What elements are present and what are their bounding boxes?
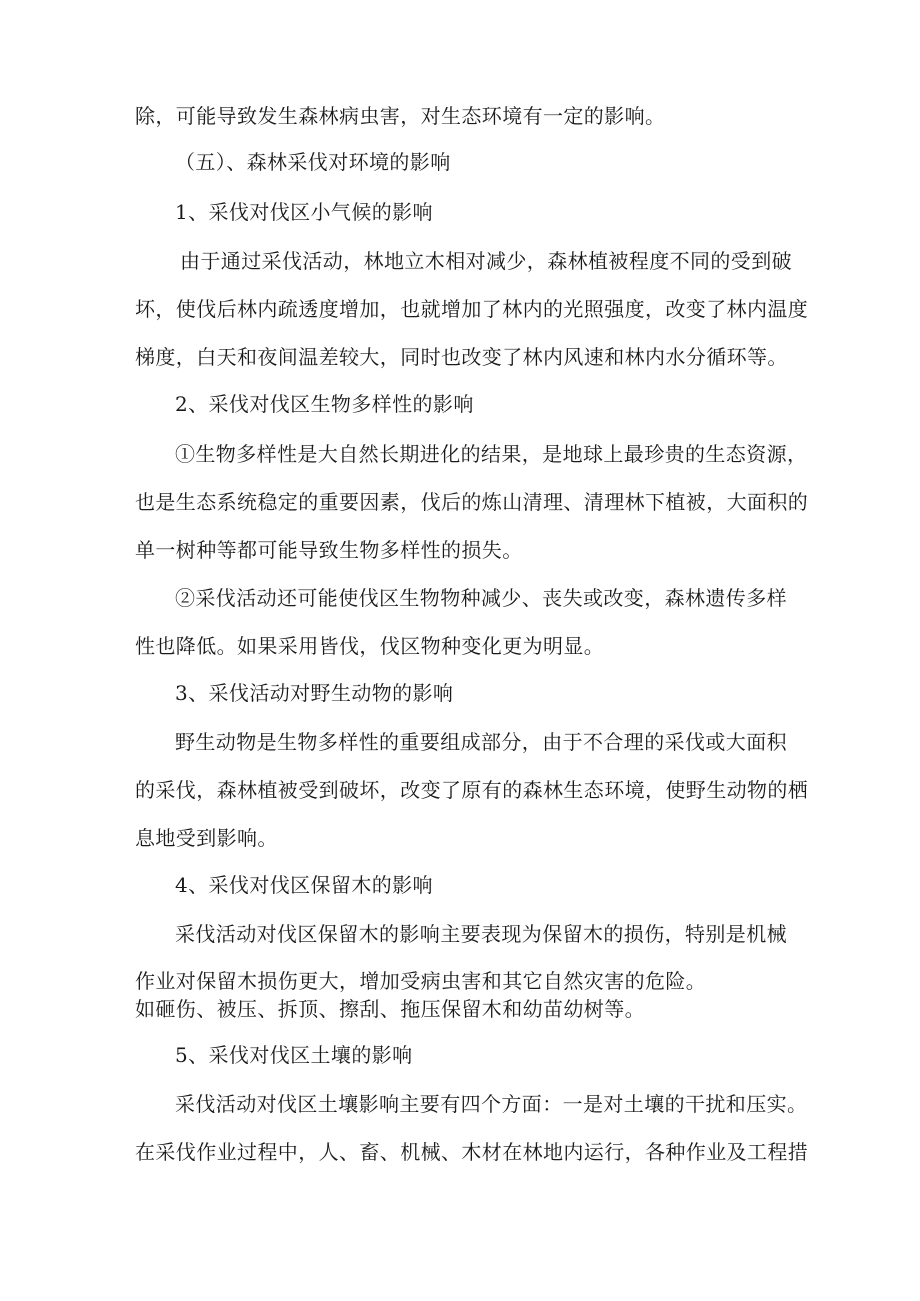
text-line: 坏，使伐后林内疏透度增加，也就增加了林内的光照强度，改变了林内温度 — [135, 297, 809, 321]
text-line: 作业对保留木损伤更大，增加受病虫害和其它自然灾害的危险。 — [135, 969, 707, 993]
subsection-heading: 3、采伐活动对野生动物的影响 — [175, 681, 454, 705]
text-line: 单一树种等都可能导致生物多样性的损失。 — [135, 538, 523, 562]
subsection-heading: 5、采伐对伐区土壤的影响 — [175, 1043, 413, 1067]
text-line: 梯度，白天和夜间温差较大，同时也改变了林内风速和林内水分循环等。 — [135, 345, 788, 369]
subsection-heading: 1、采伐对伐区小气候的影响 — [175, 200, 433, 224]
text-line: ②采伐活动还可能使伐区生物物种减少、丧失或改变，森林遗传多样 — [175, 586, 787, 610]
section-heading: （五）、森林采伐对环境的影响 — [175, 150, 451, 174]
text-line: 也是生态系统稳定的重要因素，伐后的炼山清理、清理林下植被，大面积的 — [135, 490, 809, 514]
subsection-heading: 4、采伐对伐区保留木的影响 — [175, 873, 433, 897]
text-line: 如砸伤、被压、拆顶、擦刮、拖压保留木和幼苗幼树等。 — [135, 997, 645, 1021]
text-line: ①生物多样性是大自然长期进化的结果，是地球上最珍贵的生态资源， — [175, 442, 808, 466]
text-line: 在采伐作业过程中，人、畜、机械、木材在林地内运行，各种作业及工程措 — [135, 1140, 809, 1164]
text-line: 采伐活动对伐区土壤影响主要有四个方面：一是对土壤的干扰和压实。 — [175, 1092, 808, 1116]
text-line: 的采伐，森林植被受到破坏，改变了原有的森林生态环境，使野生动物的栖 — [135, 778, 809, 802]
subsection-heading: 2、采伐对伐区生物多样性的影响 — [175, 392, 474, 416]
text-line: 野生动物是生物多样性的重要组成部分，由于不合理的采伐或大面积 — [175, 730, 787, 754]
text-line: 除，可能导致发生森林病虫害，对生态环境有一定的影响。 — [135, 104, 666, 128]
text-line: 息地受到影响。 — [135, 826, 278, 850]
text-line: 由于通过采伐活动，林地立木相对减少，森林植被程度不同的受到破 — [180, 249, 792, 273]
text-line: 采伐活动对伐区保留木的影响主要表现为保留木的损伤，特别是机械 — [175, 922, 787, 946]
text-line: 性也降低。如果采用皆伐，伐区物种变化更为明显。 — [135, 634, 605, 658]
